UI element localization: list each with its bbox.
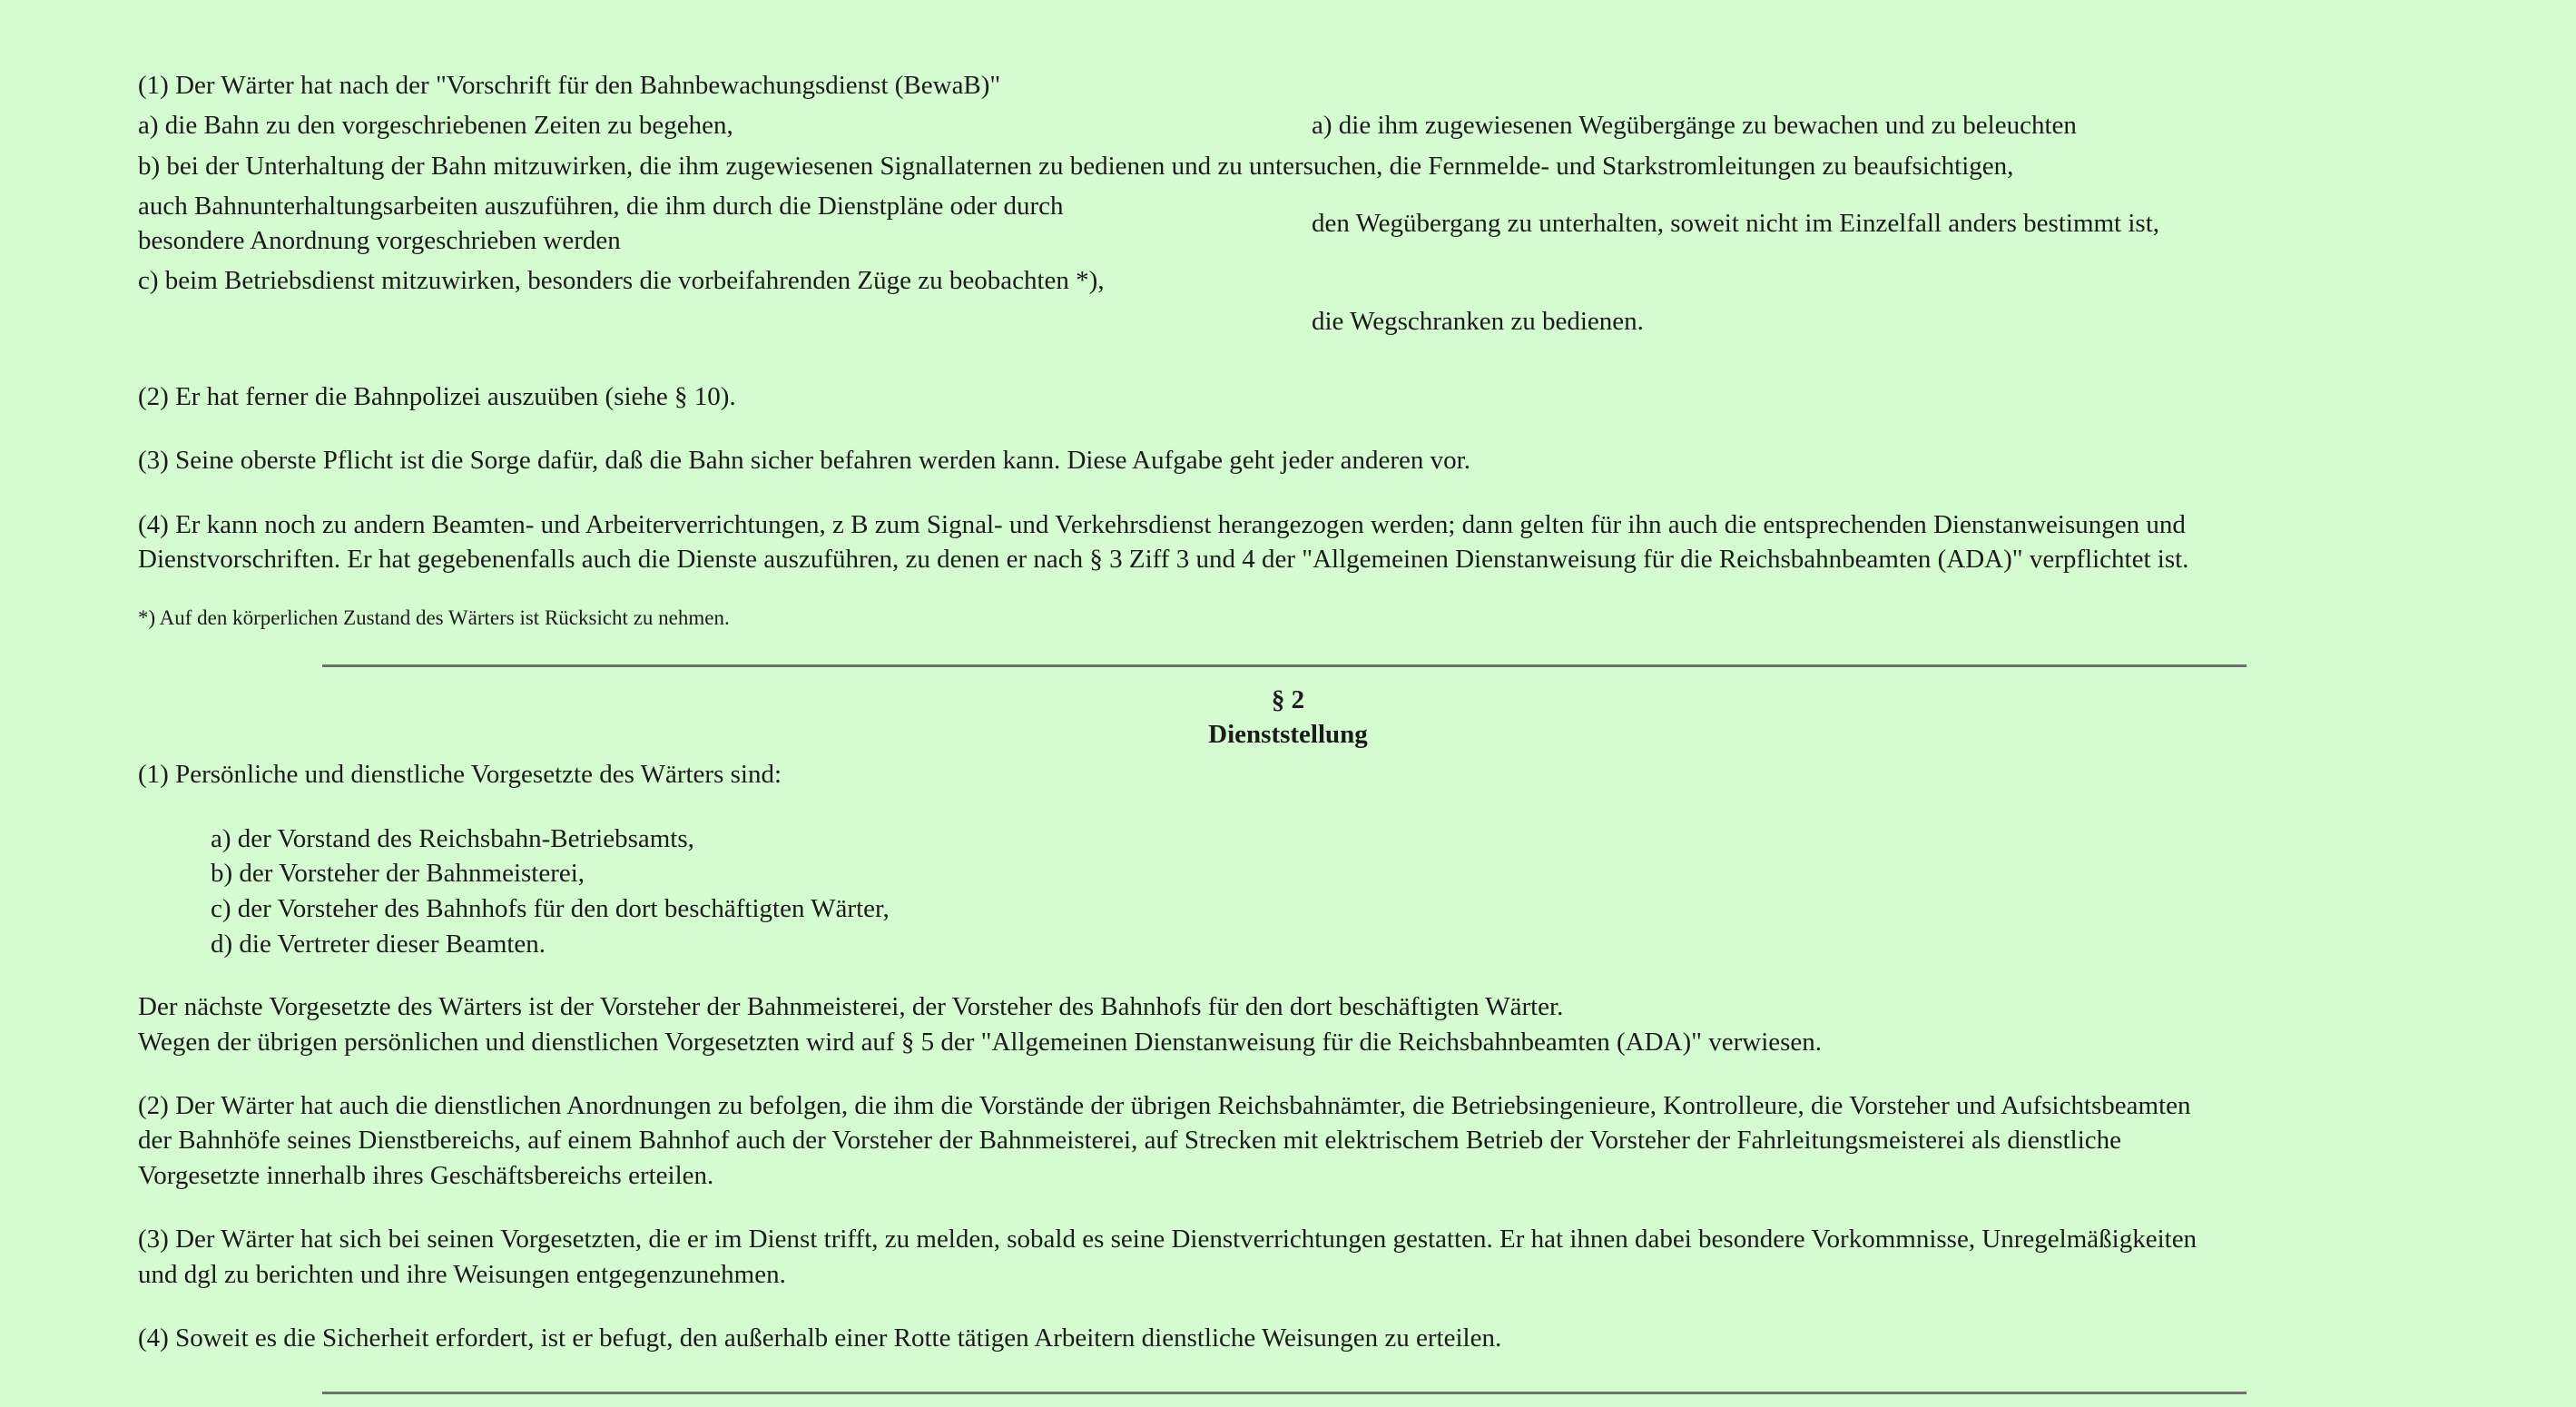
s2-p3-line1: (3) Der Wärter hat sich bei seinen Vorgesetzten, die er im Dienst trifft, zu melden, sobald es seine Dienstverrichtungen gestatten. Er hat ihnen dabei besondere Vorkommnisse, Unregelmäßigkeiten (138, 1225, 2197, 1254)
s1-footnote: *) Auf den körperlichen Zustand des Wärters ist Rücksicht zu nehmen. (138, 606, 730, 629)
s2-reference: Wegen der übrigen persönlichen und dienstlichen Vorgesetzten wird auf § 5 der "Allgemeinen Dienstanweisung für die Reichsbahnbeamten (ADA)" verwiesen. (138, 1028, 1823, 1057)
s2-p2-line3: Vorgesetzte innerhalb ihres Geschäftsbereichs erteilen. (138, 1161, 714, 1190)
s1-b-right: den Wegübergang zu unterhalten, soweit nicht im Einzelfall anders bestimmt ist, (1312, 209, 2160, 238)
list-item: a) der Vorstand des Reichsbahn-Betriebsamts, (211, 824, 694, 853)
s1-p3: (3) Seine oberste Pflicht ist die Sorge dafür, daß die Bahn sicher befahren werden kann. Diese Aufgabe geht jeder anderen vor. (138, 446, 1470, 475)
s1-c-right: die Wegschranken zu bedienen. (1312, 307, 1644, 336)
s1-p1-intro: (1) Der Wärter hat nach der "Vorschrift für den Bahnbewachungsdienst (BewaB)" (138, 71, 1001, 100)
list-item: c) der Vorsteher des Bahnhofs für den dort beschäftigten Wärter, (211, 894, 890, 923)
section-divider (322, 664, 2247, 667)
s2-p2-line2: der Bahnhöfe seines Dienstbereichs, auf einem Bahnhof auch der Vorsteher der Bahnmeisterei, auf Strecken mit elektrischem Betrieb der Vorsteher der Fahrleitungsmeisterei als dienstliche (138, 1126, 2122, 1155)
list-item: b) der Vorsteher der Bahnmeisterei, (211, 859, 585, 888)
s1-b-full: b) bei der Unterhaltung der Bahn mitzuwirken, die ihm zugewiesenen Signallaternen zu bedienen und zu untersuchen, die Fernmelde- und Starkstromleitungen zu beaufsichtigen, (138, 152, 2014, 181)
list-item: d) die Vertreter dieser Beamten. (211, 930, 546, 959)
s2-p1-intro: (1) Persönliche und dienstliche Vorgesetzte des Wärters sind: (138, 760, 782, 789)
s2-next-superior: Der nächste Vorgesetzte des Wärters ist der Vorsteher der Bahnmeisterei, der Vorsteher des Bahnhofs für den dort beschäftigten Wärter. (138, 992, 1564, 1021)
s1-p4-line1: (4) Er kann noch zu andern Beamten- und Arbeiterverrichtungen, z B zum Signal- und Verkehrsdienst herangezogen werden; dann gelten für ihn auch die entsprechenden Dienstanweisungen und (138, 510, 2186, 539)
s2-p2-line1: (2) Der Wärter hat auch die dienstlichen Anordnungen zu befolgen, die ihm die Vorstände der übrigen Reichsbahnämter, die Betriebsingenieure, Kontrolleure, die Vorsteher und Aufsichtsbeamten (138, 1091, 2191, 1120)
section-number: § 2 (1271, 685, 1305, 714)
section-title: Dienststellung (1208, 720, 1368, 749)
s1-a-left: a) die Bahn zu den vorgeschriebenen Zeiten zu begehen, (138, 111, 733, 140)
s1-b-left-2: besondere Anordnung vorgeschrieben werden (138, 226, 621, 255)
s1-a-right: a) die ihm zugewiesenen Wegübergänge zu bewachen und zu beleuchten (1312, 111, 2077, 140)
s1-p2: (2) Er hat ferner die Bahnpolizei auszuüben (siehe § 10). (138, 382, 736, 411)
s2-p4: (4) Soweit es die Sicherheit erfordert, ist er befugt, den außerhalb einer Rotte tätigen Arbeitern dienstliche Weisungen zu erteilen. (138, 1323, 1502, 1353)
section-divider (322, 1392, 2247, 1394)
s2-p3-line2: und dgl zu berichten und ihre Weisungen entgegenzunehmen. (138, 1260, 786, 1289)
s1-b-left-1: auch Bahnunterhaltungsarbeiten auszuführen, die ihm durch die Dienstpläne oder durch (138, 192, 1064, 221)
s1-c-left: c) beim Betriebsdienst mitzuwirken, besonders die vorbeifahrenden Züge zu beobachten *), (138, 266, 1105, 295)
s1-p4-line2: Dienstvorschriften. Er hat gegebenenfalls auch die Dienste auszuführen, zu denen er nach § 3 Ziff 3 und 4 der "Allgemeinen Dienstanweisung für die Reichsbahnbeamten (ADA)" verpflichtet ist. (138, 545, 2189, 574)
